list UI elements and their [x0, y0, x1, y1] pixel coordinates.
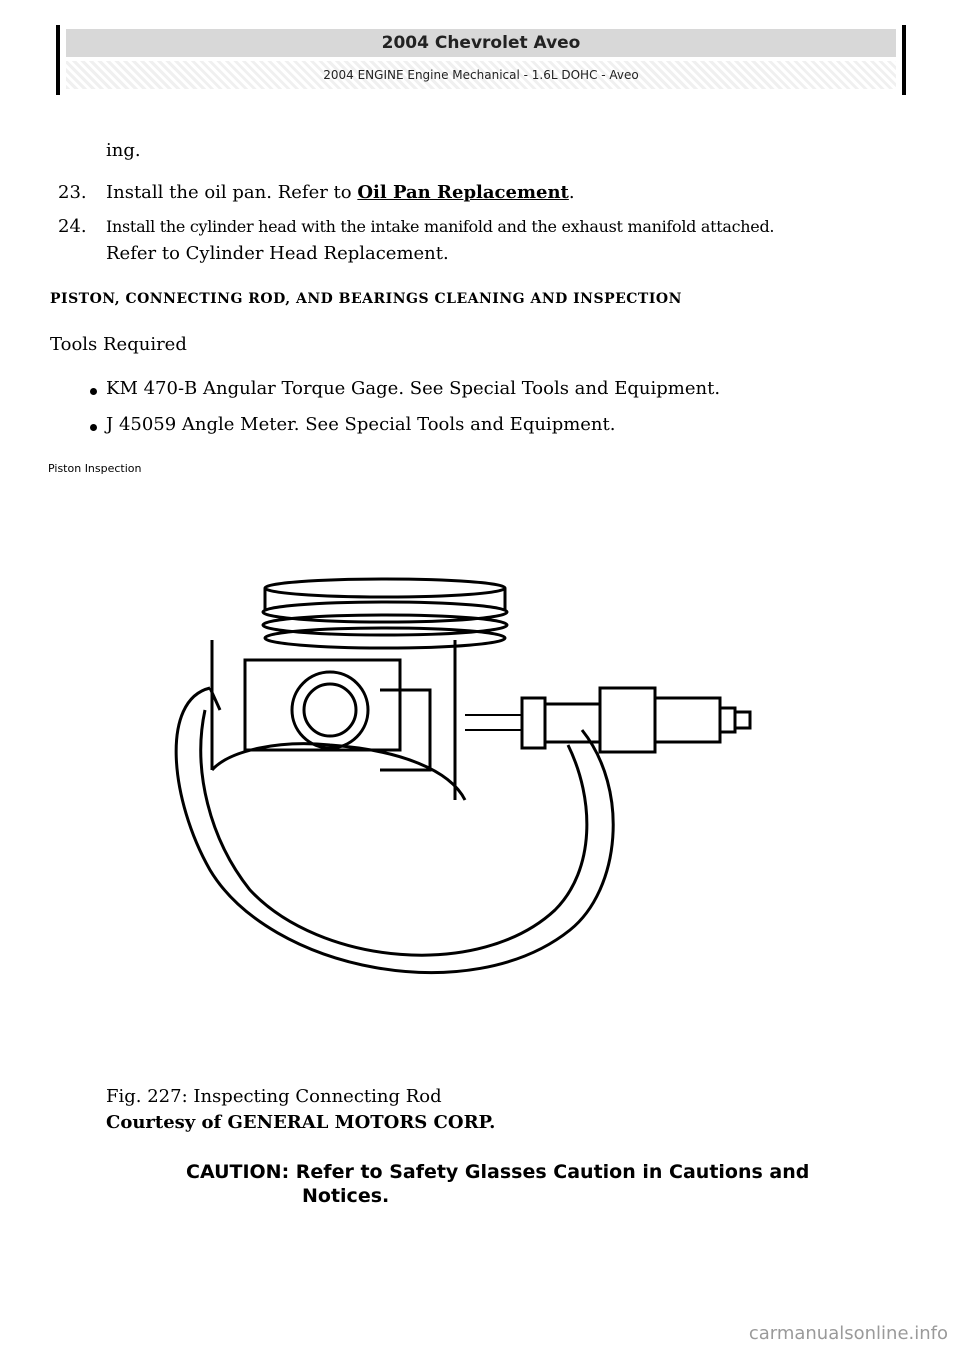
section-title: PISTON, CONNECTING ROD, AND BEARINGS CLEANING AND INSPECTION [50, 291, 682, 307]
step-24-line1: Install the cylinder head with the intake manifold and the exhaust manifold attached. [106, 217, 775, 236]
step-24-line2: Refer to Cylinder Head Replacement. [106, 243, 449, 264]
step-23-end: . [568, 182, 575, 203]
oil-pan-replacement-link[interactable]: Oil Pan Replacement [357, 182, 569, 203]
carryover-text: ing. [106, 140, 141, 161]
piston-skirt [212, 744, 465, 800]
figure-credit: Courtesy of GENERAL MOTORS CORP. [106, 1112, 496, 1133]
bullet-icon [90, 388, 97, 395]
caution-notice [186, 1160, 809, 1208]
tools-heading: Tools Required [50, 334, 187, 355]
micrometer-thimble [600, 688, 655, 752]
piston-crown [265, 579, 505, 597]
page-header [56, 25, 906, 95]
header-left-border [56, 25, 60, 95]
piston-pin-inner [304, 684, 356, 736]
piston-ring-3 [265, 628, 505, 648]
micrometer-sleeve [545, 704, 600, 742]
watermark: carmanualsonline.info [748, 1323, 948, 1344]
step-23-number: 23. [58, 182, 87, 203]
micrometer-frame [176, 688, 613, 973]
micrometer-tip [735, 712, 750, 728]
figure-caption: Fig. 227: Inspecting Connecting Rod [106, 1086, 442, 1107]
header-right-border [902, 25, 906, 95]
micrometer-knob [720, 708, 735, 732]
tool-item-1: KM 470-B Angular Torque Gage. See Special Tools and Equipment. [106, 378, 721, 399]
subsection-title: Piston Inspection [48, 462, 142, 475]
step-23-text: Install the oil pan. Refer to [106, 182, 358, 203]
micrometer-spindle [465, 715, 522, 730]
step-24-number: 24. [58, 216, 87, 237]
connecting-rod-inspection-figure [150, 570, 770, 1050]
header-title: 2004 Chevrolet Aveo [66, 29, 896, 57]
step-23 [106, 182, 575, 204]
header-subtitle: 2004 ENGINE Engine Mechanical - 1.6L DOHC - Aveo [66, 61, 896, 89]
caution-line-1: CAUTION: Refer to Safety Glasses Caution in Cautions and [186, 1161, 810, 1183]
micrometer-anvil [522, 698, 545, 748]
caution-line-2: Notices. [302, 1185, 390, 1207]
tool-item-2: J 45059 Angle Meter. See Special Tools and Equipment. [106, 414, 616, 435]
piston-skirt-top [265, 588, 505, 610]
micrometer-ratchet [655, 698, 720, 742]
bullet-icon [90, 424, 97, 431]
piston-body [212, 640, 455, 800]
